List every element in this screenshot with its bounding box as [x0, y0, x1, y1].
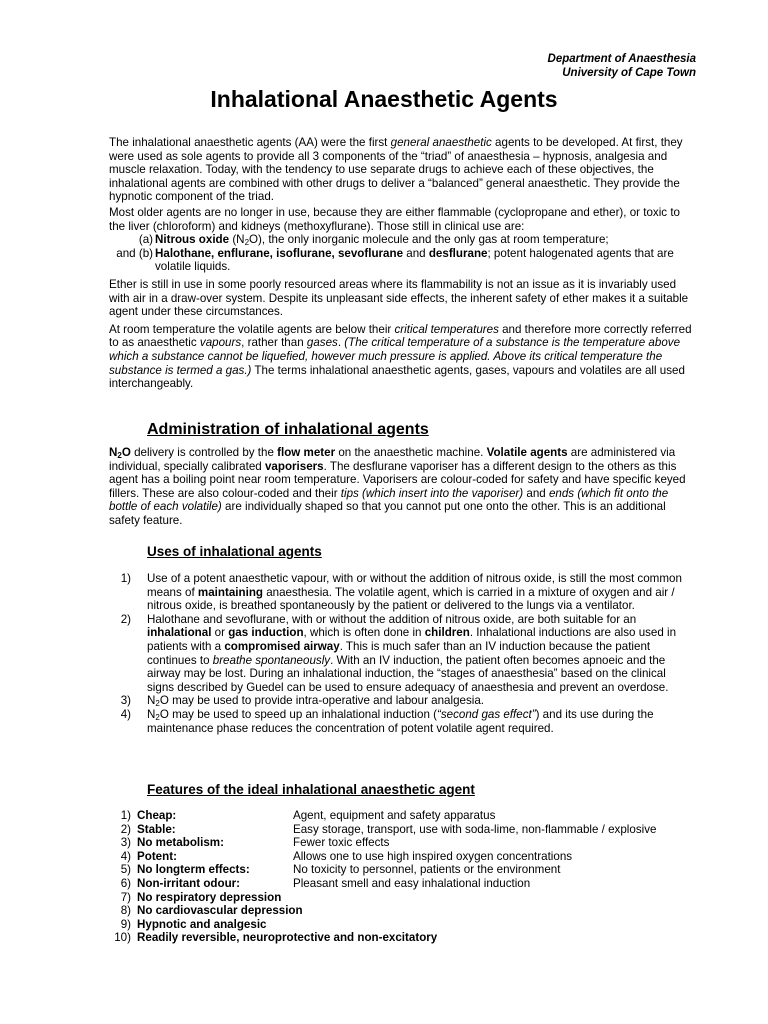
administration-heading: Administration of inhalational agents	[147, 421, 429, 438]
list-item: 2) Halothane and sevoflurane, with or without the addition of nitrous oxide, are both suitable for an inhalational or gas induction, which is often done in children. Inhalational inductions are also used in patients with a compromised airway. This is much safer than an IV induction because the patient continues to breathe spontaneously. With an IV induction, the patient often becomes apnoeic and the airway may be lost. During an inhalational induction, the “stages of anaesthesia” based on the clinical signs described by Guedel can be used to ensure adequacy of anaesthesia and prevent an overdose.	[120, 612, 677, 694]
list-item: 1) Use of a potent anaesthetic vapour, with or without the addition of nitrous oxide, is still the most common means of maintaining anaesthesia. The volatile agent, which is carried in a mixture of oxygen and air / nitrous oxide, is breathed spontaneously by the patient or delivered to the lungs via a ventilator.	[120, 572, 682, 613]
university-name: University of Cape Town	[562, 67, 696, 79]
feature-item: 9) Hypnotic and analgesic	[120, 917, 267, 931]
uses-heading: Uses of inhalational agents	[147, 544, 322, 559]
list-item: 4) $N_2O$ may be used to speed up an inhalational induction (“second gas effect”) and its use during the maintenance phase reduces the concentration of potent volatile agent required.	[120, 707, 654, 735]
features-heading: Features of the ideal inhalational anaesthetic agent	[147, 782, 475, 797]
feature-item: 2) Stable: Easy storage, transport, use with soda-lime, non-flammable / explosive	[120, 822, 657, 836]
intro-paragraph-2: Most older agents are no longer in use, because they are either flammable (cyclopropane and ether), or toxic to the liver (chloroform) and kidneys (methoxyflurane). Those still in clinical use are:	[109, 205, 680, 233]
document-title: Inhalational Anaesthetic Agents	[210, 86, 558, 112]
list-item: 3) $N_2O$ may be used to provide intra-operative and labour analgesia.	[120, 694, 485, 709]
administration-section	[109, 446, 695, 528]
feature-item: 4) Potent: Allows one to use high inspired oxygen concentrations	[120, 849, 573, 863]
feature-item: 10) Readily reversible, neuroprotective and non-excitatory	[114, 931, 438, 945]
intro-paragraph-1: The inhalational anaesthetic agents (AA) were the first general anaesthetic agents to be developed. At first, they were used as sole agents to provide all 3 components of the “triad” of anaesthesia – hypnosis, analgesia and muscle relaxation. Today, with the tendency to use separate drugs to achieve each of these objectives, the inhalational agents are combined with other drugs to deliver a “balanced” general anaesthetic. They provide the hypnotic component of the triad.	[109, 136, 683, 204]
agent-list-item-b: and (b) Halothane, enflurane, isoflurane, sevoflurane and desflurane; potent halogenated agents that are volatile liquids.	[116, 246, 674, 274]
feature-item: 5) No longterm effects: No toxicity to personnel, patients or the environment	[120, 863, 561, 877]
features-list	[109, 809, 709, 945]
ether-note: Ether is still in use in some poorly resourced areas where its flammability is not an issue as it is invariably used with air in a draw-over system. Despite its unpleasant side effects, the inherent safety of ether makes it a suitable agent under these circumstances.	[109, 277, 689, 319]
feature-item: 7) No respiratory depression	[120, 890, 282, 904]
agent-list-item-a: (a) Nitrous oxide $(N_2O)$, the only inorganic molecule and the only gas at room temperature;	[138, 233, 609, 248]
administration-paragraph: $N_2O$ delivery is controlled by the flow meter on the anaesthetic machine. Volatile agents are administered via individual, specially calibrated vaporisers. The desflurane vaporiser has a different design to the others as this agent has a boiling point near room temperature. Vaporisers are colour-coded for safety and have specific keyed fillers. These are also colour-coded and their tips (which insert into the vaporiser) and ends (which fit onto the bottle of each volatile) are individually shaped so that you cannot put one onto the other. This is an additional safety feature.	[109, 446, 686, 527]
feature-item: 3) No metabolism: Fewer toxic effects	[120, 836, 390, 850]
department-header	[548, 52, 696, 80]
uses-list	[109, 572, 695, 735]
feature-item: 1) Cheap: Agent, equipment and safety apparatus	[120, 809, 496, 822]
feature-item: 8) No cardiovascular depression	[120, 904, 303, 918]
intro-section	[109, 136, 695, 391]
intro-paragraph-3: At room temperature the volatile agents are below their critical temperatures and therefore more correctly referred to as anaesthetic vapours, rather than gases. (The critical temperature of a substance is the temperature above which a substance cannot be liquefied, however much pressure is applied. Above its critical temperature the substance is termed a gas.) The terms inhalational anaesthetic agents, gases, vapours and volatiles are all used interchangeably.	[109, 322, 692, 391]
feature-item: 6) Non-irritant odour: Pleasant smell and easy inhalational induction	[120, 876, 531, 890]
department-name: Department of Anaesthesia	[547, 53, 696, 65]
